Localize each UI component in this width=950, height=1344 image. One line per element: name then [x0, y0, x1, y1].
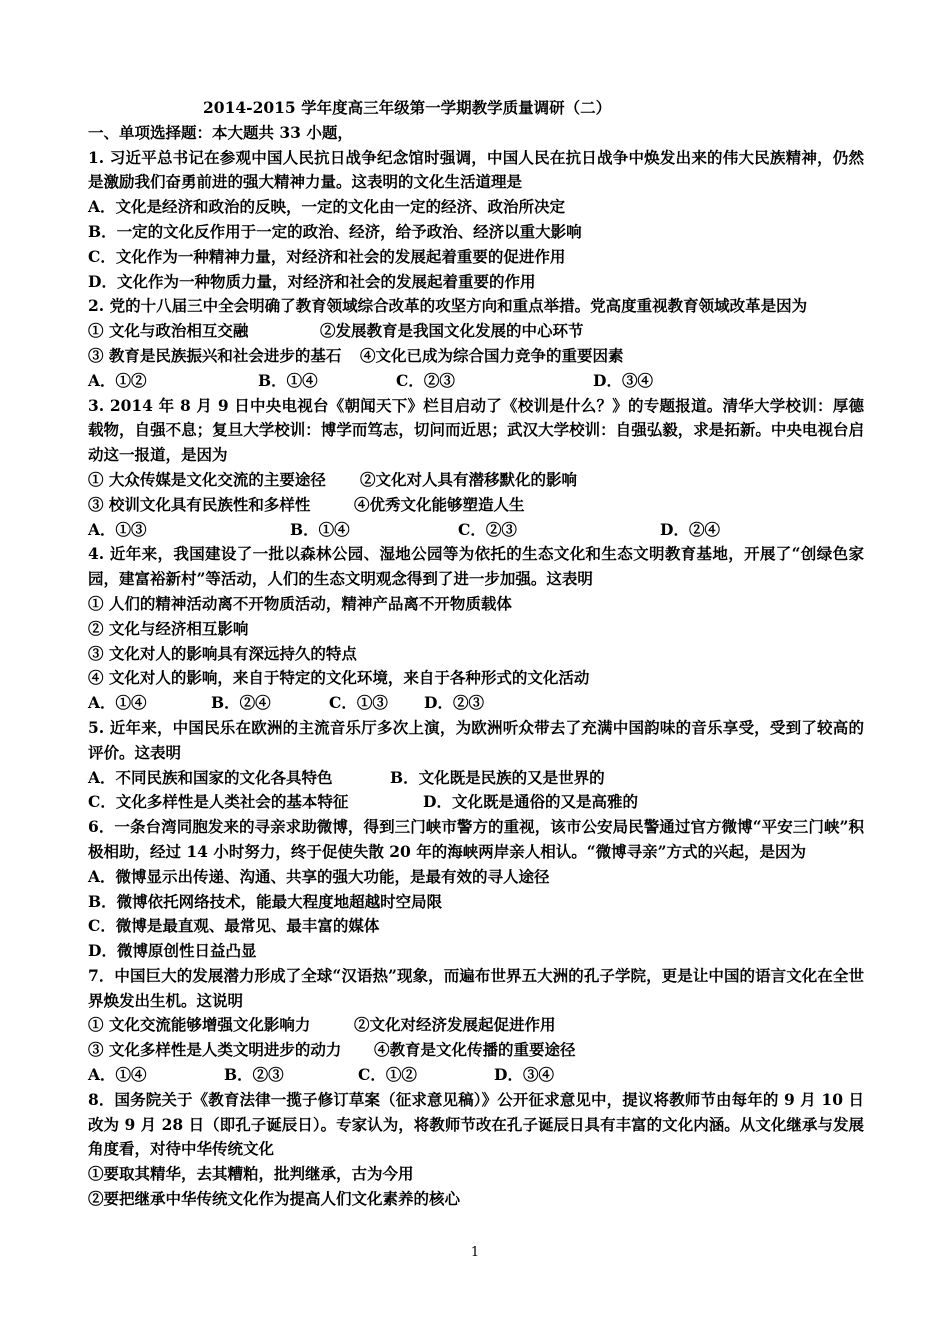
question-6-option-c: C．微博是最直观、最常见、最丰富的媒体	[88, 916, 380, 936]
question-3-item-2: ②文化对人具有潜移默化的影响	[360, 469, 578, 489]
question-3-stem: 3. 2014 年 8 月 9 日中央电视台《朝闻天下》栏目启动了《校训是什么？》的专题报道。清华大学校训：厚德载物，自强不息；复旦大学校训：博学而笃志，切问而近思；武汉大学校训：自强弘毅，求是拓新。中央电视台启动这一报道，是因为	[88, 395, 864, 465]
question-3-item-4: ④优秀文化能够塑造人生	[354, 494, 525, 514]
question-5-stem: 5. 近年来，中国民乐在欧洲的主流音乐厅多次上演，为欧洲听众带去了充满中国韵味的音乐享受，受到了较高的评价。这表明	[88, 717, 864, 762]
question-4-answer-a: A．①④	[88, 693, 147, 713]
question-6-option-d: D．微博原创性日益凸显	[88, 941, 257, 961]
question-2-item-4: ④文化已成为综合国力竞争的重要因素	[360, 345, 624, 365]
question-3-item-3: ③ 校训文化具有民族性和多样性	[88, 494, 311, 514]
question-4-answers	[88, 691, 864, 716]
question-7-item-1: ① 文化交流能够增强文化影响力	[88, 1015, 311, 1035]
question-2-answer-d: D．③④	[593, 370, 653, 390]
question-1-option-a: A．文化是经济和政治的反映，一定的文化由一定的经济、政治所决定	[88, 197, 566, 217]
question-7-answer-d: D．③④	[494, 1065, 554, 1085]
question-5-option-b: B．文化既是民族的又是世界的	[390, 767, 605, 787]
question-2-answers	[88, 369, 864, 394]
question-3-answers	[88, 518, 864, 543]
question-4-item-4: ④ 文化对人的影响，来自于特定的文化环境，来自于各种形式的文化活动	[88, 668, 590, 688]
question-4-answer-b: B．②④	[211, 693, 271, 713]
question-3-answer-c: C．②③	[458, 519, 517, 539]
question-2-item-1: ① 文化与政治相互交融	[88, 321, 249, 341]
question-4-answer-d: D．②③	[424, 693, 484, 713]
section-heading: 一、单项选择题：本大题共 33 小题，	[88, 122, 353, 142]
question-7-answers	[88, 1063, 864, 1088]
question-7-item-3: ③ 文化多样性是人类文明进步的动力	[88, 1040, 342, 1060]
question-4-item-3: ③ 文化对人的影响具有深远持久的特点	[88, 643, 357, 663]
question-2-items-row-2	[88, 344, 864, 369]
question-7-answer-c: C．①②	[358, 1065, 417, 1085]
question-5-options-row-2	[88, 790, 864, 815]
question-6-option-a: A．微博显示出传递、沟通、共享的强大功能，是最有效的寻人途径	[88, 866, 550, 886]
question-3-items-row-2	[88, 493, 864, 518]
question-7-items-row-2	[88, 1038, 864, 1063]
page-number: 1	[470, 1245, 480, 1260]
question-5-option-a: A．不同民族和国家的文化各具特色	[88, 767, 333, 787]
question-4-item-2: ② 文化与经济相互影响	[88, 618, 249, 638]
question-8-item-1: ①要取其精华，去其糟粕，批判继承，古为今用	[88, 1164, 414, 1184]
question-2-answer-a: A．①②	[88, 370, 147, 390]
question-3-answer-b: B．①④	[290, 519, 350, 539]
question-1-option-d: D．文化作为一种物质力量，对经济和社会的发展起着重要的作用	[88, 271, 536, 291]
question-1-stem: 1. 习近平总书记在参观中国人民抗日战争纪念馆时强调，中国人民在抗日战争中焕发出来的伟大民族精神，仍然是激励我们奋勇前进的强大精神力量。这表明的文化生活道理是	[88, 147, 864, 192]
question-2-item-3: ③ 教育是民族振兴和社会进步的基石	[88, 345, 342, 365]
question-1-option-c: C．文化作为一种精神力量，对经济和社会的发展起着重要的促进作用	[88, 246, 566, 266]
question-2-items-row-1	[88, 319, 864, 344]
question-2-stem: 2. 党的十八届三中全会明确了教育领域综合改革的攻坚方向和重点举措。党高度重视教育领域改革是因为	[88, 296, 808, 316]
question-6-option-b: B．微博依托网络技术，能最大程度地超越时空局限	[88, 891, 443, 911]
page-title: 2014-2015 学年度高三年级第一学期教学质量调研（二）	[203, 98, 612, 117]
question-2-answer-c: C．②③	[396, 370, 455, 390]
question-2-answer-b: B．①④	[258, 370, 318, 390]
question-4-item-1: ① 人们的精神活动离不开物质活动，精神产品离不开物质载体	[88, 593, 512, 613]
page-content	[88, 96, 864, 1212]
question-7-answer-a: A．①④	[88, 1065, 147, 1085]
question-6-stem: 6．一条台湾同胞发来的寻亲求助微博，得到三门峡市警方的重视，该市公安局民警通过官方微博“平安三门峡”积极相助，经过 14 小时努力，终于促使失散 20 年的海峡两岸亲人相认。“微博寻亲”方式的兴起，是因为	[88, 817, 864, 861]
question-3-item-1: ① 大众传媒是文化交流的主要途径	[88, 469, 326, 489]
question-3-items-row-1	[88, 468, 864, 493]
question-7-item-2: ②文化对经济发展起促进作用	[354, 1015, 556, 1035]
question-7-stem: 7．中国巨大的发展潜力形成了全球“汉语热”现象，而遍布世界五大洲的孔子学院，更是让中国的语言文化在全世界焕发出生机。这说明	[88, 965, 864, 1010]
question-8-stem: 8．国务院关于《教育法律一揽子修订草案（征求意见稿）》公开征求意见中，提议将教师节由每年的 9 月 10 日改为 9 月 28 日（即孔子诞辰日）。专家认为，将教师节改在孔子诞辰日具有丰富的文化内涵。从文化继承与发展角度看，对待中华传统文化	[88, 1089, 864, 1159]
question-5-options-row-1	[88, 766, 864, 791]
question-4-answer-c: C．①③	[329, 693, 388, 713]
question-3-answer-a: A．①③	[88, 519, 147, 539]
question-7-answer-b: B．②③	[224, 1065, 284, 1085]
question-2-item-2: ②发展教育是我国文化发展的中心环节	[320, 321, 584, 341]
question-7-item-4: ④教育是文化传播的重要途径	[374, 1040, 576, 1060]
question-5-option-c: C．文化多样性是人类社会的基本特征	[88, 792, 349, 812]
question-1-option-b: B．一定的文化反作用于一定的政治、经济，给予政治、经济以重大影响	[88, 221, 582, 241]
question-3-answer-d: D．②④	[660, 519, 720, 539]
question-5-option-d: D．文化既是通俗的又是高雅的	[423, 792, 638, 812]
question-8-item-2: ②要把继承中华传统文化作为提高人们文化素养的核心	[88, 1189, 461, 1209]
question-4-stem: 4. 近年来，我国建设了一批以森林公园、湿地公园等为依托的生态文化和生态文明教育基地，开展了“创绿色家园，建富裕新村”等活动，人们的生态文明观念得到了进一步加强。这表明	[88, 544, 864, 589]
question-7-items-row-1	[88, 1013, 864, 1038]
